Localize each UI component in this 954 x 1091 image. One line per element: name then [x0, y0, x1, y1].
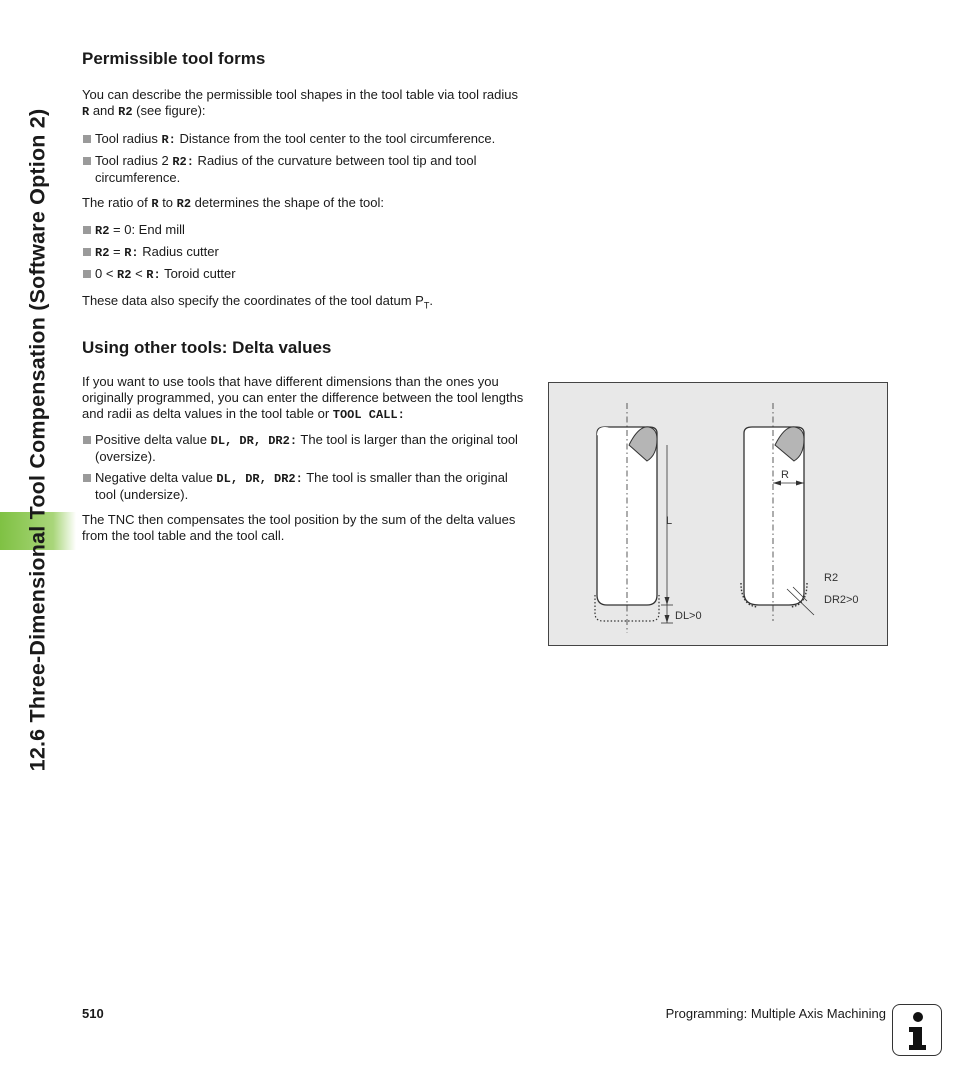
heading-permissible-tool-forms: Permissible tool forms	[82, 49, 266, 68]
label-r2: R2	[824, 572, 839, 584]
intro-paragraph: You can describe the permissible tool shapes in the tool table via tool radius R and R2 (see figure):	[82, 87, 519, 119]
label-l: L	[666, 515, 673, 527]
bullet-tool-radius: Tool radius R: Distance from the tool center to the tool circumference.	[82, 131, 524, 148]
datum-paragraph: These data also specify the coordinates of the tool datum $P_T$.	[82, 293, 433, 311]
bullet-tool-radius-2: Tool radius 2 R2: Radius of the curvature between tool tip and tool circumference.	[82, 153, 524, 186]
bullet-positive-delta: Positive delta value DL, DR, DR2: The tool is larger than the original tool (oversize).	[82, 432, 524, 465]
toroid-cutter-tool	[741, 403, 859, 621]
tool-diagram	[549, 383, 887, 645]
label-dl: DL>0	[675, 610, 702, 622]
main-content	[82, 48, 524, 544]
bullet-radius-cutter: R2 = R: Radius cutter	[82, 244, 524, 261]
footer-title: Programming: Multiple Axis Machining	[665, 1006, 886, 1021]
label-r: R	[781, 469, 789, 481]
chapter-title-vertical: 12.6 Three-Dimensional Tool Compensation (Software Option 2)	[25, 108, 50, 772]
page-number: 510	[82, 1006, 104, 1021]
bullet-end-mill: R2 = 0: End mill	[82, 222, 524, 239]
ratio-paragraph: The ratio of R to R2 determines the shape of the tool:	[82, 195, 385, 211]
info-icon	[892, 1004, 942, 1056]
end-mill-tool	[595, 403, 702, 633]
bullet-toroid-cutter: 0 < R2 < R: Toroid cutter	[82, 266, 524, 283]
label-dr2: DR2>0	[824, 594, 859, 606]
heading-delta-values: Using other tools: Delta values	[82, 337, 332, 357]
delta-intro-paragraph: If you want to use tools that have different dimensions than the ones you originally programmed, you can enter the difference between the tool lengths and radii as delta values in the tool table or TOOL CALL:	[82, 373, 524, 422]
tool-shapes-figure	[548, 382, 888, 646]
side-chapter-tab	[0, 0, 76, 1091]
bullet-negative-delta: Negative delta value DL, DR, DR2: The tool is smaller than the original tool (undersize).	[82, 470, 524, 503]
compensation-paragraph: The TNC then compensates the tool position by the sum of the delta values from the tool table and the tool call.	[82, 511, 516, 543]
